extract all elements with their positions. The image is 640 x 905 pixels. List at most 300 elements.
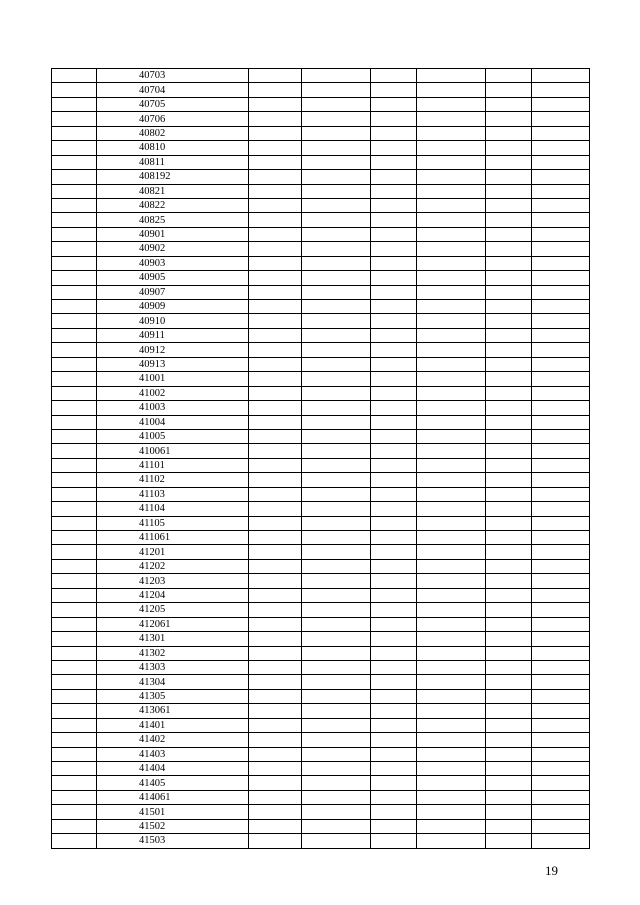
empty-cell: [249, 429, 302, 443]
account-code-cell: 41101: [97, 458, 249, 472]
empty-cell: [417, 805, 486, 819]
empty-cell: [302, 242, 371, 256]
empty-cell: [302, 444, 371, 458]
empty-cell: [417, 184, 486, 198]
empty-cell: [532, 559, 590, 573]
empty-cell: [532, 776, 590, 790]
empty-cell: [371, 487, 417, 501]
empty-cell: [249, 574, 302, 588]
empty-cell: [52, 227, 97, 241]
empty-cell: [486, 271, 532, 285]
empty-cell: [52, 300, 97, 314]
empty-cell: [417, 69, 486, 83]
empty-cell: [486, 415, 532, 429]
empty-cell: [249, 617, 302, 631]
account-code-cell: 41301: [97, 632, 249, 646]
account-code-cell: 40903: [97, 256, 249, 270]
table-row: [52, 747, 590, 761]
table-row: [52, 762, 590, 776]
empty-cell: [417, 198, 486, 212]
table-row: [52, 458, 590, 472]
empty-cell: [52, 314, 97, 328]
empty-cell: [417, 155, 486, 169]
empty-cell: [486, 819, 532, 833]
account-code-cell: 41001: [97, 372, 249, 386]
empty-cell: [371, 141, 417, 155]
table-row: [52, 97, 590, 111]
empty-cell: [52, 285, 97, 299]
empty-cell: [532, 444, 590, 458]
empty-cell: [532, 97, 590, 111]
empty-cell: [302, 357, 371, 371]
empty-cell: [302, 574, 371, 588]
account-code-cell: 40704: [97, 83, 249, 97]
empty-cell: [249, 790, 302, 804]
empty-cell: [371, 444, 417, 458]
empty-cell: [486, 170, 532, 184]
empty-cell: [532, 126, 590, 140]
empty-cell: [371, 386, 417, 400]
empty-cell: [532, 415, 590, 429]
empty-cell: [371, 458, 417, 472]
empty-cell: [371, 285, 417, 299]
empty-cell: [371, 343, 417, 357]
empty-cell: [249, 632, 302, 646]
empty-cell: [417, 271, 486, 285]
empty-cell: [52, 689, 97, 703]
empty-cell: [486, 444, 532, 458]
account-code-cell: 41503: [97, 834, 249, 848]
empty-cell: [302, 747, 371, 761]
table-row: [52, 502, 590, 516]
table-row: [52, 314, 590, 328]
table-row: [52, 646, 590, 660]
empty-cell: [532, 733, 590, 747]
table-row: [52, 819, 590, 833]
empty-cell: [52, 198, 97, 212]
empty-cell: [486, 603, 532, 617]
empty-cell: [532, 747, 590, 761]
empty-cell: [302, 660, 371, 674]
table-row: [52, 401, 590, 415]
table-row: [52, 689, 590, 703]
empty-cell: [249, 487, 302, 501]
empty-cell: [532, 170, 590, 184]
empty-cell: [532, 227, 590, 241]
empty-cell: [302, 617, 371, 631]
empty-cell: [532, 343, 590, 357]
empty-cell: [486, 733, 532, 747]
empty-cell: [371, 516, 417, 530]
account-code-cell: 41102: [97, 473, 249, 487]
empty-cell: [302, 372, 371, 386]
empty-cell: [417, 170, 486, 184]
empty-cell: [371, 242, 417, 256]
account-code-cell: 40811: [97, 155, 249, 169]
empty-cell: [371, 531, 417, 545]
empty-cell: [417, 545, 486, 559]
empty-cell: [302, 704, 371, 718]
empty-cell: [371, 357, 417, 371]
empty-cell: [52, 126, 97, 140]
empty-cell: [52, 834, 97, 848]
empty-cell: [371, 603, 417, 617]
empty-cell: [371, 198, 417, 212]
empty-cell: [249, 242, 302, 256]
empty-cell: [249, 97, 302, 111]
empty-cell: [486, 617, 532, 631]
empty-cell: [417, 790, 486, 804]
empty-cell: [249, 646, 302, 660]
empty-cell: [417, 632, 486, 646]
empty-cell: [532, 689, 590, 703]
table-row: [52, 227, 590, 241]
account-code-cell: 41401: [97, 718, 249, 732]
table-row: [52, 285, 590, 299]
empty-cell: [371, 834, 417, 848]
empty-cell: [249, 227, 302, 241]
empty-cell: [417, 126, 486, 140]
empty-cell: [249, 531, 302, 545]
empty-cell: [371, 502, 417, 516]
empty-cell: [486, 660, 532, 674]
empty-cell: [532, 213, 590, 227]
empty-cell: [249, 112, 302, 126]
empty-cell: [417, 285, 486, 299]
empty-cell: [486, 805, 532, 819]
empty-cell: [249, 126, 302, 140]
empty-cell: [52, 762, 97, 776]
empty-cell: [371, 747, 417, 761]
table-row: [52, 444, 590, 458]
account-code-cell: 41201: [97, 545, 249, 559]
empty-cell: [532, 531, 590, 545]
empty-cell: [249, 747, 302, 761]
empty-cell: [417, 458, 486, 472]
empty-cell: [371, 170, 417, 184]
empty-cell: [532, 429, 590, 443]
empty-cell: [249, 141, 302, 155]
empty-cell: [486, 646, 532, 660]
empty-cell: [417, 444, 486, 458]
empty-cell: [52, 256, 97, 270]
account-code-cell: 40706: [97, 112, 249, 126]
empty-cell: [371, 588, 417, 602]
empty-cell: [417, 502, 486, 516]
table-row: [52, 516, 590, 530]
empty-cell: [302, 126, 371, 140]
empty-cell: [302, 285, 371, 299]
empty-cell: [486, 458, 532, 472]
empty-cell: [417, 473, 486, 487]
empty-cell: [486, 155, 532, 169]
empty-cell: [302, 675, 371, 689]
table-row: [52, 660, 590, 674]
empty-cell: [532, 718, 590, 732]
empty-cell: [486, 704, 532, 718]
table-body: [52, 69, 590, 849]
empty-cell: [52, 401, 97, 415]
empty-cell: [486, 227, 532, 241]
empty-cell: [249, 256, 302, 270]
empty-cell: [371, 819, 417, 833]
account-code-cell: 40703: [97, 69, 249, 83]
account-code-cell: 41303: [97, 660, 249, 674]
empty-cell: [52, 704, 97, 718]
empty-cell: [52, 747, 97, 761]
table-row: [52, 213, 590, 227]
account-code-cell: 41204: [97, 588, 249, 602]
empty-cell: [371, 184, 417, 198]
empty-cell: [486, 834, 532, 848]
empty-cell: [52, 588, 97, 602]
empty-cell: [486, 328, 532, 342]
empty-cell: [302, 112, 371, 126]
empty-cell: [417, 646, 486, 660]
table-row: [52, 83, 590, 97]
empty-cell: [532, 458, 590, 472]
empty-cell: [249, 213, 302, 227]
empty-cell: [52, 372, 97, 386]
empty-cell: [532, 83, 590, 97]
empty-cell: [532, 198, 590, 212]
table-row: [52, 429, 590, 443]
empty-cell: [371, 762, 417, 776]
empty-cell: [52, 458, 97, 472]
empty-cell: [532, 675, 590, 689]
empty-cell: [417, 603, 486, 617]
empty-cell: [417, 559, 486, 573]
empty-cell: [249, 328, 302, 342]
empty-cell: [417, 819, 486, 833]
empty-cell: [486, 198, 532, 212]
empty-cell: [417, 83, 486, 97]
empty-cell: [532, 704, 590, 718]
empty-cell: [52, 357, 97, 371]
empty-cell: [417, 141, 486, 155]
empty-cell: [249, 372, 302, 386]
empty-cell: [302, 300, 371, 314]
empty-cell: [52, 343, 97, 357]
table-row: [52, 704, 590, 718]
empty-cell: [417, 242, 486, 256]
empty-cell: [417, 660, 486, 674]
empty-cell: [371, 415, 417, 429]
empty-cell: [52, 155, 97, 169]
empty-cell: [532, 632, 590, 646]
empty-cell: [249, 603, 302, 617]
empty-cell: [486, 776, 532, 790]
account-code-cell: 410061: [97, 444, 249, 458]
table-row: [52, 271, 590, 285]
empty-cell: [532, 502, 590, 516]
empty-cell: [532, 516, 590, 530]
empty-cell: [532, 790, 590, 804]
table-row: [52, 834, 590, 848]
empty-cell: [371, 213, 417, 227]
account-code-cell: 40901: [97, 227, 249, 241]
empty-cell: [486, 790, 532, 804]
table-row: [52, 632, 590, 646]
account-code-cell: 41305: [97, 689, 249, 703]
empty-cell: [302, 531, 371, 545]
table-row: [52, 588, 590, 602]
empty-cell: [371, 314, 417, 328]
empty-cell: [486, 747, 532, 761]
empty-cell: [371, 300, 417, 314]
empty-cell: [52, 69, 97, 83]
empty-cell: [302, 646, 371, 660]
empty-cell: [52, 675, 97, 689]
empty-cell: [302, 69, 371, 83]
table-row: [52, 256, 590, 270]
table-row: [52, 386, 590, 400]
empty-cell: [302, 733, 371, 747]
empty-cell: [52, 819, 97, 833]
empty-cell: [371, 675, 417, 689]
table-row: [52, 242, 590, 256]
empty-cell: [417, 227, 486, 241]
empty-cell: [249, 458, 302, 472]
empty-cell: [249, 357, 302, 371]
empty-cell: [52, 516, 97, 530]
empty-cell: [249, 545, 302, 559]
table-row: [52, 574, 590, 588]
account-code-cell: 414061: [97, 790, 249, 804]
empty-cell: [532, 819, 590, 833]
account-code-cell: 41004: [97, 415, 249, 429]
account-code-cell: 40909: [97, 300, 249, 314]
empty-cell: [52, 141, 97, 155]
empty-cell: [486, 559, 532, 573]
empty-cell: [302, 213, 371, 227]
table-row: [52, 184, 590, 198]
empty-cell: [417, 574, 486, 588]
empty-cell: [532, 762, 590, 776]
empty-cell: [249, 401, 302, 415]
empty-cell: [486, 314, 532, 328]
table-row: [52, 300, 590, 314]
account-code-cell: 40902: [97, 242, 249, 256]
empty-cell: [52, 776, 97, 790]
empty-cell: [302, 141, 371, 155]
empty-cell: [52, 97, 97, 111]
empty-cell: [532, 155, 590, 169]
empty-cell: [486, 256, 532, 270]
empty-cell: [417, 213, 486, 227]
empty-cell: [371, 776, 417, 790]
empty-cell: [52, 805, 97, 819]
account-code-cell: 40822: [97, 198, 249, 212]
empty-cell: [302, 473, 371, 487]
empty-cell: [532, 271, 590, 285]
empty-cell: [249, 473, 302, 487]
empty-cell: [52, 790, 97, 804]
empty-cell: [52, 242, 97, 256]
empty-cell: [417, 256, 486, 270]
empty-cell: [371, 805, 417, 819]
empty-cell: [486, 213, 532, 227]
empty-cell: [371, 155, 417, 169]
empty-cell: [371, 660, 417, 674]
empty-cell: [52, 733, 97, 747]
empty-cell: [249, 314, 302, 328]
empty-cell: [302, 588, 371, 602]
empty-cell: [52, 545, 97, 559]
empty-cell: [486, 473, 532, 487]
empty-cell: [532, 112, 590, 126]
empty-cell: [371, 69, 417, 83]
empty-cell: [249, 502, 302, 516]
empty-cell: [417, 328, 486, 342]
empty-cell: [532, 242, 590, 256]
empty-cell: [249, 805, 302, 819]
empty-cell: [417, 617, 486, 631]
empty-cell: [371, 271, 417, 285]
empty-cell: [302, 343, 371, 357]
empty-cell: [302, 502, 371, 516]
empty-cell: [249, 444, 302, 458]
empty-cell: [532, 487, 590, 501]
empty-cell: [532, 69, 590, 83]
account-code-cell: 41302: [97, 646, 249, 660]
empty-cell: [417, 588, 486, 602]
empty-cell: [249, 343, 302, 357]
empty-cell: [302, 386, 371, 400]
empty-cell: [249, 675, 302, 689]
empty-cell: [532, 141, 590, 155]
empty-cell: [302, 227, 371, 241]
empty-cell: [371, 227, 417, 241]
empty-cell: [532, 256, 590, 270]
empty-cell: [302, 83, 371, 97]
table-row: [52, 718, 590, 732]
empty-cell: [486, 502, 532, 516]
empty-cell: [417, 675, 486, 689]
empty-cell: [532, 834, 590, 848]
empty-cell: [486, 112, 532, 126]
empty-cell: [417, 516, 486, 530]
account-code-cell: 41002: [97, 386, 249, 400]
empty-cell: [417, 97, 486, 111]
empty-cell: [371, 646, 417, 660]
table-row: [52, 776, 590, 790]
empty-cell: [302, 834, 371, 848]
empty-cell: [302, 762, 371, 776]
empty-cell: [302, 184, 371, 198]
empty-cell: [249, 300, 302, 314]
empty-cell: [532, 184, 590, 198]
empty-cell: [249, 516, 302, 530]
empty-cell: [486, 689, 532, 703]
table-row: [52, 357, 590, 371]
empty-cell: [52, 83, 97, 97]
empty-cell: [532, 314, 590, 328]
empty-cell: [371, 632, 417, 646]
empty-cell: [52, 271, 97, 285]
account-code-cell: 413061: [97, 704, 249, 718]
account-code-cell: 41103: [97, 487, 249, 501]
account-code-cell: 41005: [97, 429, 249, 443]
empty-cell: [371, 559, 417, 573]
account-code-cell: 40907: [97, 285, 249, 299]
table-row: [52, 198, 590, 212]
table-row: [52, 155, 590, 169]
empty-cell: [417, 429, 486, 443]
account-code-cell: 40825: [97, 213, 249, 227]
empty-cell: [532, 617, 590, 631]
empty-cell: [249, 689, 302, 703]
